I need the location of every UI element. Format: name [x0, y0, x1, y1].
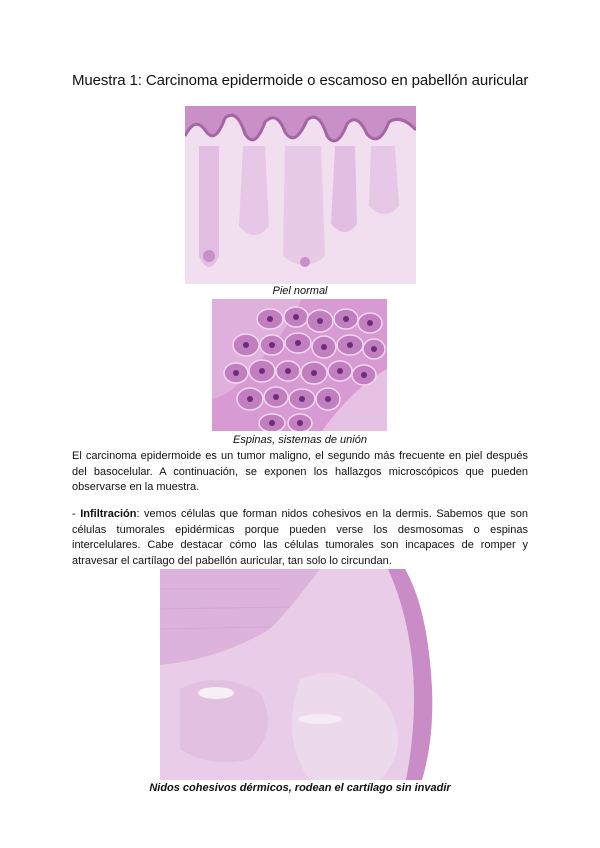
infiltration-term: Infiltración — [80, 508, 137, 520]
document-title: Muestra 1: Carcinoma epidermoide o escamoso en pabellón auricular — [72, 72, 529, 89]
figure-caption-spines: Espinas, sistemas de unión — [233, 434, 367, 446]
infiltration-prefix: - — [72, 508, 81, 520]
dermal-nests-histology-image — [160, 569, 437, 780]
infiltration-paragraph — [72, 507, 528, 569]
normal-skin-histology-image — [185, 106, 416, 284]
figure-caption-dermal-nests: Nidos cohesivos dérmicos, rodean el cartílago sin invadir — [149, 782, 451, 794]
intro-paragraph: El carcinoma epidermoide es un tumor maligno, el segundo más frecuente en piel después del basocelular. A continuación, se exponen los hallazgos microscópicos que pueden observarse en la muestra. — [72, 450, 528, 494]
infiltration-text: : vemos células que forman nidos cohesivos en la dermis. Sabemos que son células tumorales epidérmicas porque pueden verse los desmosomas o espinas intercelulares. Cabe destacar cómo las células tumorales son incapaces de romper y atravesar el cartílago del pabellón auricular, tan solo lo circundan. — [72, 508, 528, 567]
figure-caption-normal-skin: Piel normal — [272, 285, 328, 297]
intercellular-spines-image — [212, 299, 387, 431]
